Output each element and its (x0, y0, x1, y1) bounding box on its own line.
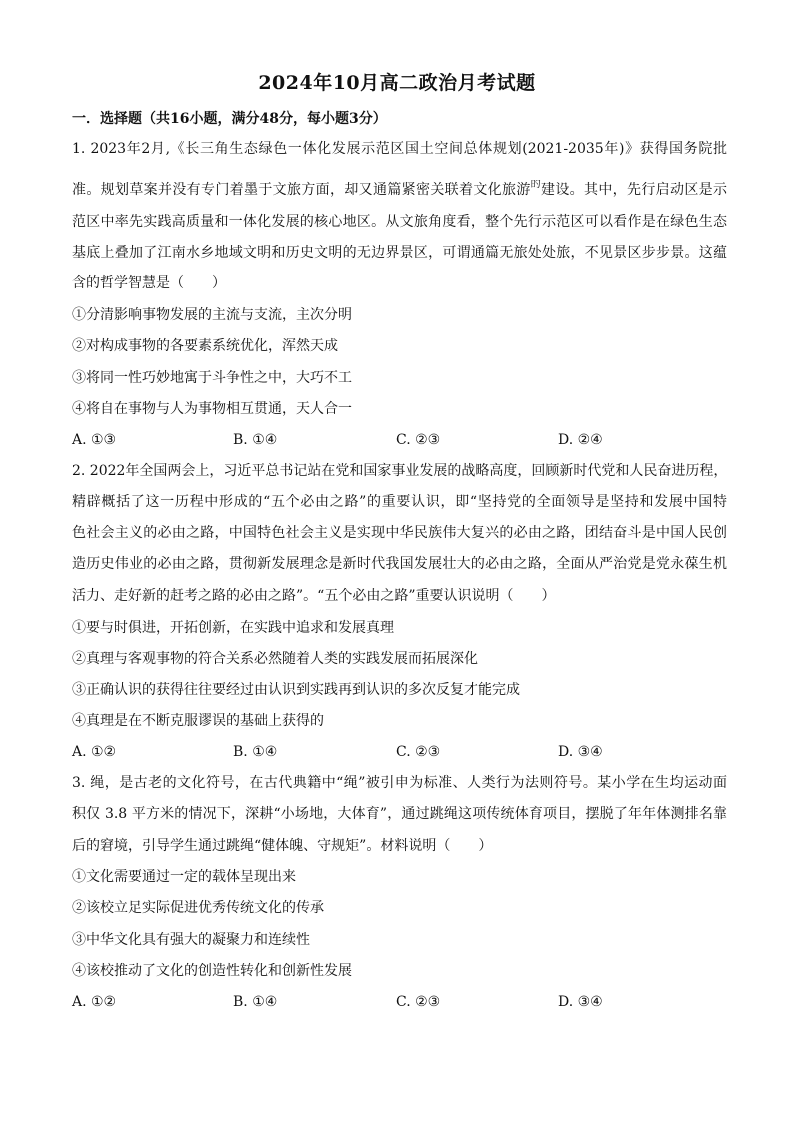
question-3-options (72, 992, 727, 1012)
section-header: 一．选择题（共16小题，满分48分，每小题3分） (72, 111, 387, 127)
question-3-text-line: 3. 绳，是古老的文化符号，在古代典籍中“绳”被引申为标准、人类行为法则符号。某小学在生均运动面 (72, 775, 727, 791)
question-2-statement: ②真理与客观事物的符合关系必然随着人类的实践发展而拓展深化 (72, 651, 478, 667)
option-c[interactable]: C. ②③ (396, 994, 441, 1010)
question-1-options (72, 430, 727, 450)
question-3-statement: ①文化需要通过一定的载体呈现出来 (72, 869, 296, 885)
option-d[interactable]: D. ③④ (558, 744, 603, 760)
question-2-statement: ①要与时俱进，开拓创新，在实践中追求和发展真理 (72, 620, 394, 636)
question-3-text-line: 积仅 3.8 平方米的情况下，深耕“小场地，大体育”，通过跳绳这项传统体育项目，摆脱了年年体测排名靠 (72, 806, 727, 822)
question-1-statement: ③将同一性巧妙地寓于斗争性之中，大巧不工 (72, 370, 352, 386)
question-text-fragment: 准。规划草案并没有专门着墨于文旅方面，却又通篇紧密关联着文化旅游 (72, 182, 531, 198)
question-3-text-line: 后的窘境，引导学生通过跳绳“健体魄、守规矩”。材料说明（ ） (72, 838, 493, 854)
question-1-text-line: 1. 2023年2月,《长三角生态绿色一体化发展示范区国土空间总体规划(2021-2035年)》获得国务院批 (72, 141, 727, 157)
option-b[interactable]: B. ①④ (233, 994, 278, 1010)
question-1-text-line (72, 180, 727, 202)
question-1-statement: ④将自在事物与人为事物相互贯通，天人合一 (72, 401, 352, 417)
option-b[interactable]: B. ①④ (233, 432, 278, 448)
question-1-text-line: 基底上叠加了江南水乡地域文明和历史文明的无边界景区，可谓通篇无旅处处旅，不见景区步步景。这蕴 (72, 245, 727, 261)
question-3-statement: ④该校推动了文化的创造性转化和创新性发展 (72, 963, 352, 979)
option-c[interactable]: C. ②③ (396, 744, 441, 760)
superscript-char: 的 (530, 180, 542, 190)
question-2-text-line: 精辟概括了这一历程中形成的“五个必由之路”的重要认识，即“坚持党的全面领导是坚持和发展中国特 (72, 494, 727, 510)
question-2-text-line: 色社会主义的必由之路，中国特色社会主义是实现中华民族伟大复兴的必由之路，团结奋斗是中国人民创 (72, 525, 727, 541)
question-2-text-line: 活力、走好新的赶考之路的必由之路”。“五个必由之路”重要认识说明（ ） (72, 588, 556, 604)
question-2-text-line: 造历史伟业的必由之路，贯彻新发展理念是新时代我国发展壮大的必由之路，全面从严治党是党永葆生机 (72, 556, 727, 572)
question-1-text-line: 范区中率先实践高质量和一体化发展的核心地区。从文旅角度看，整个先行示范区可以看作是在绿色生态 (72, 214, 727, 230)
question-2-statement: ④真理是在不断克服谬误的基础上获得的 (72, 713, 324, 729)
option-d[interactable]: D. ③④ (558, 994, 603, 1010)
question-1-statement: ①分清影响事物发展的主流与支流，主次分明 (72, 307, 352, 323)
question-2-statement: ③正确认识的获得往往要经过由认识到实践再到认识的多次反复才能完成 (72, 682, 520, 698)
question-3-statement: ③中华文化具有强大的凝聚力和连续性 (72, 932, 310, 948)
question-text-fragment: 建设。其中，先行启动区是示 (541, 182, 727, 198)
option-a[interactable]: A. ①② (72, 994, 117, 1010)
option-d[interactable]: D. ②④ (558, 432, 603, 448)
option-b[interactable]: B. ①④ (233, 744, 278, 760)
option-c[interactable]: C. ②③ (396, 432, 441, 448)
page-title: 2024年10月高二政治月考试题 (258, 72, 536, 94)
question-2-text-line: 2. 2022年全国两会上，习近平总书记站在党和国家事业发展的战略高度，回顾新时代党和人民奋进历程， (72, 463, 727, 479)
question-1-statement: ②对构成事物的各要素系统优化，浑然天成 (72, 338, 338, 354)
option-a[interactable]: A. ①③ (72, 432, 117, 448)
option-a[interactable]: A. ①② (72, 744, 117, 760)
question-2-options (72, 742, 727, 762)
question-3-statement: ②该校立足实际促进优秀传统文化的传承 (72, 900, 324, 916)
question-1-text-line: 含的哲学智慧是（ ） (72, 275, 226, 291)
